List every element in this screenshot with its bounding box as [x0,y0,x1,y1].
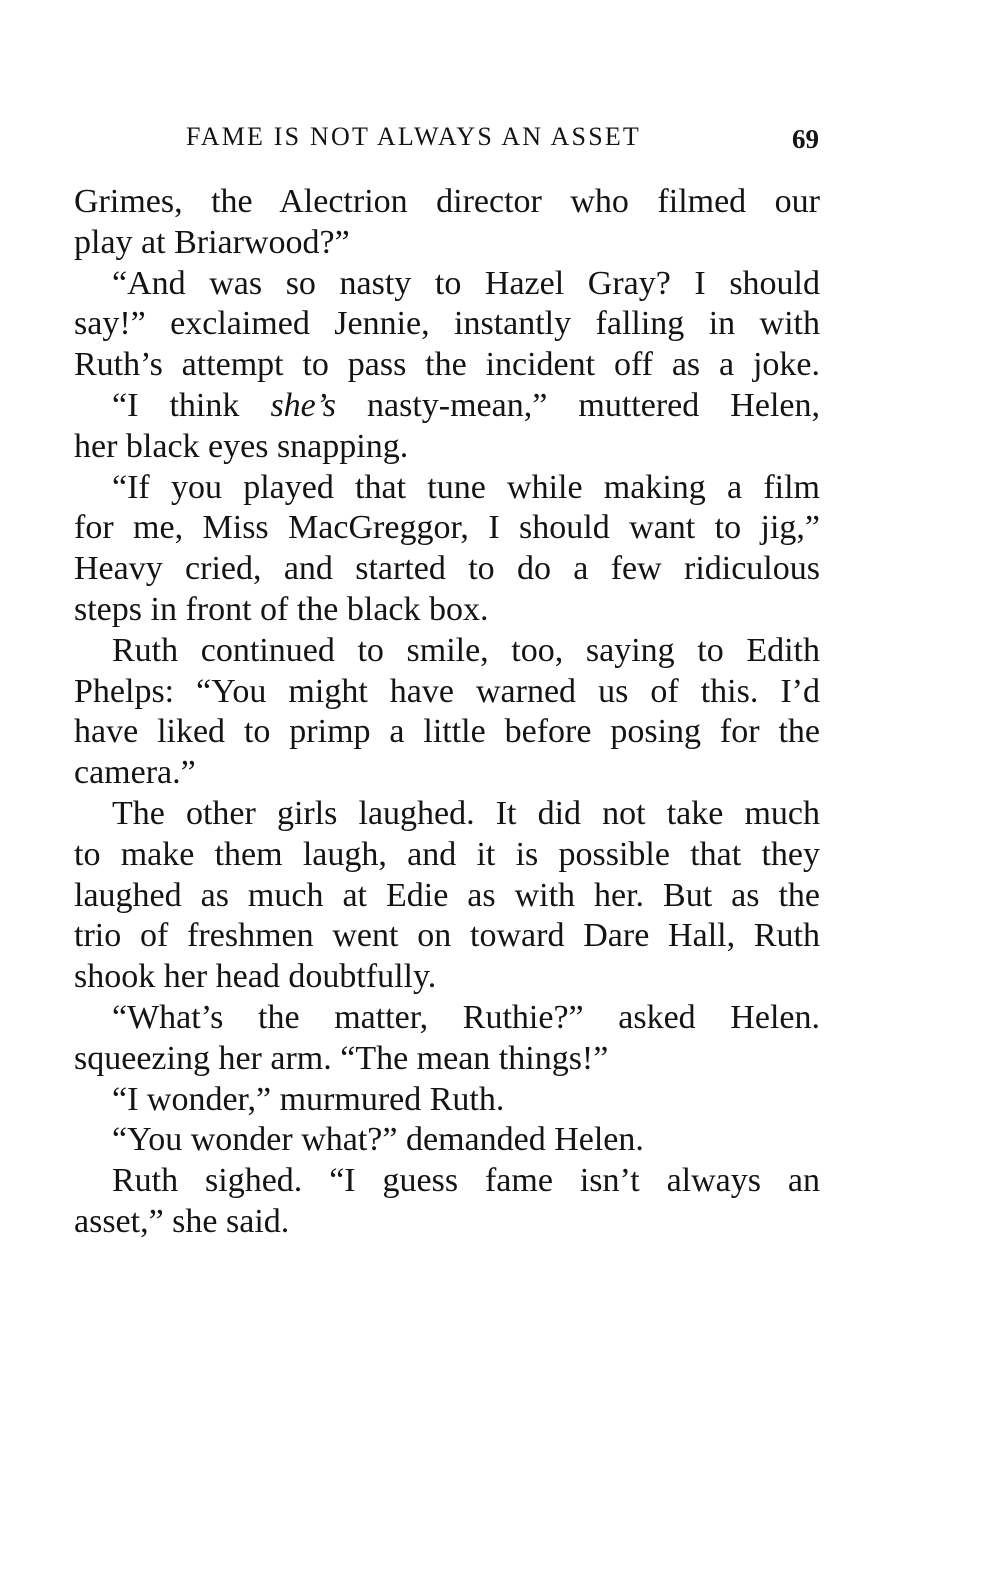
text-line: Ruth’s attempt to pass the incident off as a joke. [74,346,820,384]
italic-word: she’s [270,387,336,424]
text-line: say!” exclaimed Jennie, instantly falling in with [74,305,820,343]
page-number: 69 [792,124,819,154]
text-line: “And was so nasty to Hazel Gray? I should [112,264,820,302]
text-line: trio of freshmen went on toward Dare Hall, Ruth [74,917,820,955]
text-line: “If you played that tune while making a film [112,468,820,506]
text-line: asset,” she said. [74,1203,290,1240]
text-line: Phelps: “You might have warned us of this. I’d [74,672,820,710]
text-line: Heavy cried, and started to do a few ridiculous [74,550,820,588]
text-line: “You wonder what?” demanded Helen. [112,1121,644,1159]
text-line: her black eyes snapping. [74,427,409,465]
text-line: camera.” [74,754,196,792]
text-line: squeezing her arm. “The mean things!” [74,1039,609,1077]
text-line: play at Briarwood?” [74,223,350,261]
text-line: Grimes, the Alectrion director who filmed our [74,183,820,220]
text-line: “What’s the matter, Ruthie?” asked Helen. [112,999,820,1036]
text-line: shook her head doubtfully. [74,958,437,996]
text-line: The other girls laughed. It did not take much [112,795,820,832]
text-line: “I think she’s nasty-mean,” muttered Helen, [112,387,820,424]
text-line: have liked to primp a little before posing for the [74,713,820,751]
text-line: Ruth continued to smile, too, saying to Edith [112,631,820,669]
text-line: “I wonder,” murmured Ruth. [112,1080,505,1118]
text-line: to make them laugh, and it is possible that they [74,835,820,873]
text-line: steps in front of the black box. [74,591,489,628]
running-title: FAME IS NOT ALWAYS AN ASSET [186,122,642,151]
text-line: Ruth sighed. “I guess fame isn’t always an [112,1162,820,1200]
text-line: for me, Miss MacGreggor, I should want to jig,” [74,509,820,547]
text-line: laughed as much at Edie as with her. But as the [74,876,820,914]
